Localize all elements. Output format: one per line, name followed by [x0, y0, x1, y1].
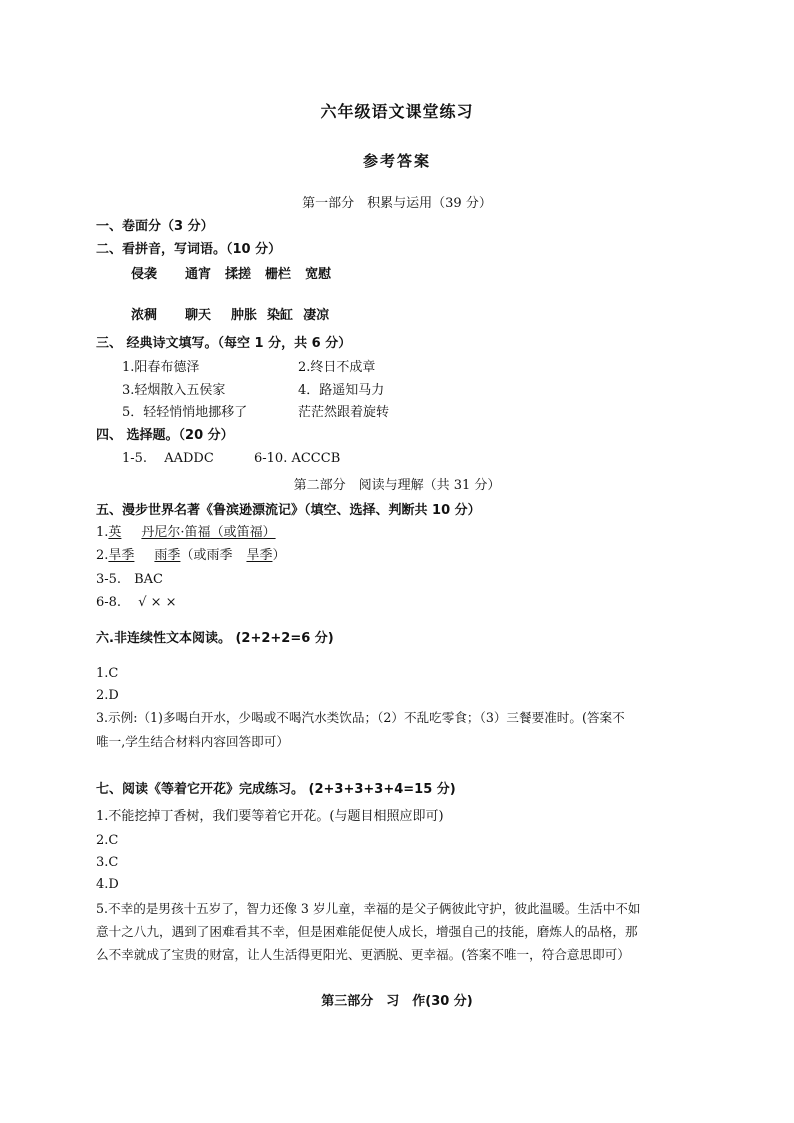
q5-heading: 五、漫步世界名著《鲁滨逊漂流记》（填空、选择、判断共 10 分）: [96, 503, 481, 518]
poem-answer-4: 4．路遥知马力: [298, 383, 385, 398]
words-row-1: [131, 267, 345, 283]
q7-answer-4: 4.D: [96, 877, 119, 892]
answer-number: 1.: [96, 525, 109, 540]
q7-answer-5-line1: 5.不幸的是男孩十五岁了，智力还像 3 岁儿童，幸福的是父子俩彼此守护，彼此温暖。生活中不如: [96, 901, 641, 916]
answer-blank: 旱季: [108, 548, 135, 563]
part1-header: 第一部分 积累与运用（39 分）: [302, 196, 492, 211]
answer-blank: 丹尼尔·笛福: [141, 525, 211, 540]
answer-note: （或雨季: [180, 548, 233, 563]
answer-note: ）: [272, 548, 286, 563]
word-item: 侵袭: [131, 267, 158, 282]
q6-answer-3-line2: 唯一,学生结合材料内容回答即可）: [96, 734, 289, 749]
words-row-2: [131, 308, 343, 324]
answer-note: （或笛福）: [210, 525, 276, 540]
poem-answer-3: 3.轻烟散入五侯家: [122, 383, 226, 398]
q6-answer-1: 1.C: [96, 666, 119, 681]
q4-heading: 四、 选择题。（20 分）: [96, 428, 234, 443]
page-title: 六年级语文课堂练习: [320, 102, 474, 121]
word-item: 染缸: [267, 308, 294, 323]
answer-number: 2.: [96, 548, 109, 563]
answer-blank: 英: [108, 525, 122, 540]
poem-answer-6: 茫茫然跟着旋转: [298, 405, 390, 420]
q3-heading: 三、 经典诗文填写。（每空 1 分，共 6 分）: [96, 336, 352, 351]
q6-answer-2: 2.D: [96, 688, 119, 703]
q5-answer-3-5: 3-5. BAC: [96, 572, 163, 587]
word-item: 浓稠: [131, 308, 158, 323]
word-item: 宽慰: [305, 267, 332, 282]
q7-answer-5-line3: 么不幸就成了宝贵的财富，让人生活得更阳光、更洒脱、更幸福。(答案不唯一，符合意思即可）: [96, 947, 630, 962]
word-item: 凄凉: [303, 308, 330, 323]
word-item: 肿胀: [231, 308, 258, 323]
page-subtitle: 参考答案: [362, 152, 431, 170]
part3-header: 第三部分 习 作(30 分): [321, 994, 473, 1009]
q6-answer-3-line1: 3.示例:（1)多喝白开水，少喝或不喝汽水类饮品；（2）不乱吃零食；（3）三餐要准时。(答案不: [96, 710, 625, 725]
q1-heading: 一、卷面分（3 分）: [96, 219, 214, 234]
q5-answer-6-8: 6-8. √ × ×: [96, 595, 177, 610]
poem-answer-2: 2.终日不成章: [298, 360, 376, 375]
choice-answers-1: 1-5. AADDC: [122, 451, 214, 466]
answer-blank: 旱季: [246, 548, 273, 563]
q5-answer-1: [96, 525, 276, 541]
word-item: 揉搓: [225, 267, 252, 282]
word-item: 栅栏: [265, 267, 292, 282]
q5-answer-2: [96, 548, 285, 564]
choice-answers-2: 6-10. ACCCB: [254, 451, 341, 466]
part2-header: 第二部分 阅读与理解（共 31 分）: [293, 478, 501, 493]
q6-heading: 六.非连续性文本阅读。 (2+2+2=6 分): [96, 631, 334, 646]
q7-answer-5-line2: 意十之八九，遇到了困难看其不幸，但是困难能促使人成长，增强自己的技能，磨炼人的品格，那: [96, 924, 638, 939]
answer-blank: 雨季: [154, 548, 181, 563]
poem-answer-5: 5．轻轻悄悄地挪移了: [122, 405, 248, 420]
q7-answer-3: 3.C: [96, 855, 119, 870]
q7-answer-2: 2.C: [96, 833, 119, 848]
q2-heading: 二、看拼音，写词语。（10 分）: [96, 242, 282, 257]
q7-answer-1: 1.不能挖掉丁香树，我们要等着它开花。(与题目相照应即可): [96, 809, 444, 824]
poem-answer-1: 1.阳春布德泽: [122, 360, 200, 375]
word-item: 通宵: [185, 267, 212, 282]
word-item: 聊天: [185, 308, 212, 323]
q7-heading: 七、阅读《等着它开花》完成练习。 (2+3+3+3+4=15 分): [96, 782, 456, 797]
